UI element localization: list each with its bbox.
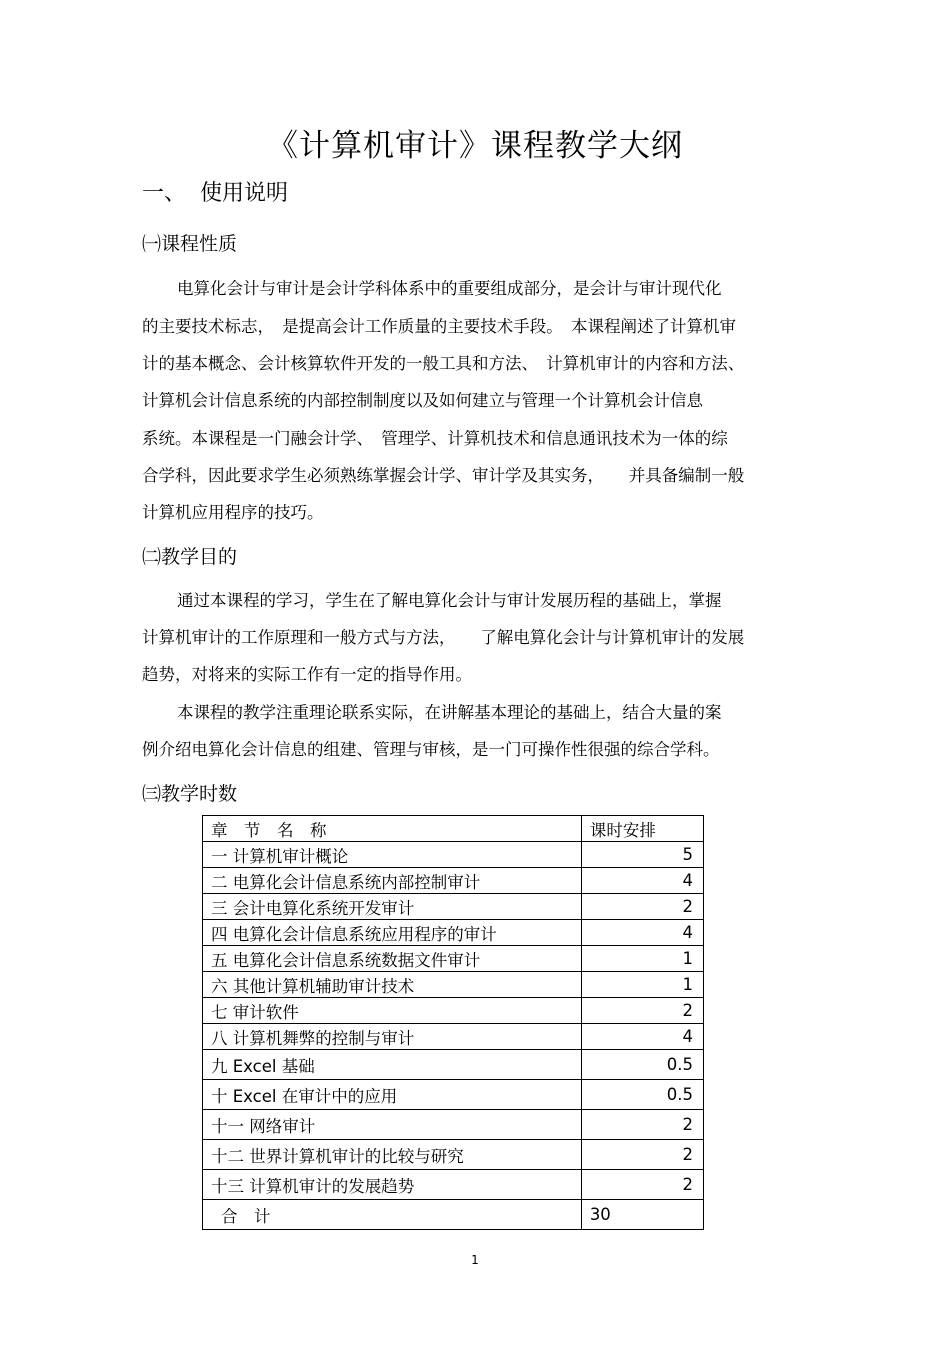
paragraph-line: 计的基本概念、会计核算软件开发的一般工具和方法、 计算机审计的内容和方法、 (142, 354, 745, 373)
subheading-teaching-hours: ㈢教学时数 (142, 783, 238, 805)
paragraph-line: 计算机审计的工作原理和一般方式与方法， 了解电算化会计与计算机审计的发展 (142, 628, 745, 647)
paragraph-line: 通过本课程的学习，学生在了解电算化会计与审计发展历程的基础上，掌握 (177, 591, 722, 610)
hours-cell: 1 (581, 972, 703, 998)
paragraph-line: 电算化会计与审计是会计学科体系中的重要组成部分，是会计与审计现代化 (177, 279, 722, 298)
table-row (203, 1050, 704, 1080)
table-row (203, 920, 704, 946)
section-number: 一、 (142, 181, 187, 206)
table-row (203, 998, 704, 1024)
chapter-cell: 八 计算机舞弊的控制与审计 (203, 1024, 582, 1050)
paragraph-line: 合学科，因此要求学生必须熟练掌握会计学、审计学及其实务， 并具备编制一般 (142, 466, 745, 485)
hours-cell: 0.5 (581, 1050, 703, 1080)
chapter-cell: 四 电算化会计信息系统应用程序的审计 (203, 920, 582, 946)
subheading-teaching-goal: ㈡教学目的 (142, 546, 238, 568)
document-title: 《计算机审计》课程教学大纲 (267, 128, 683, 164)
chapter-cell: 五 电算化会计信息系统数据文件审计 (203, 946, 582, 972)
hours-cell: 4 (581, 868, 703, 894)
table-row (203, 894, 704, 920)
section-title: 使用说明 (200, 181, 289, 206)
chapter-cell: 十三 计算机审计的发展趋势 (203, 1170, 582, 1200)
total-hours: 30 (581, 1200, 703, 1230)
table-row (203, 1024, 704, 1050)
hours-cell: 2 (581, 998, 703, 1024)
page-number: 1 (471, 1253, 479, 1267)
chapter-cell: 十二 世界计算机审计的比较与研究 (203, 1140, 582, 1170)
paragraph-line: 例介绍电算化会计信息的组建、管理与审核，是一门可操作性很强的综合学科。 (142, 740, 720, 759)
paragraph-line: 的主要技术标志， 是提高会计工作质量的主要技术手段。 本课程阐述了计算机审 (142, 317, 736, 336)
table-row (203, 946, 704, 972)
hours-cell: 2 (581, 1110, 703, 1140)
total-label: 合 计 (203, 1200, 582, 1230)
hours-cell: 2 (581, 1140, 703, 1170)
teaching-hours-table (202, 815, 704, 1230)
header-hours: 课时安排 (581, 816, 703, 842)
table-row (203, 1110, 704, 1140)
hours-cell: 2 (581, 1170, 703, 1200)
paragraph-line: 计算机应用程序的技巧。 (142, 503, 324, 522)
table-row (203, 868, 704, 894)
chapter-cell: 三 会计电算化系统开发审计 (203, 894, 582, 920)
hours-cell: 2 (581, 894, 703, 920)
table-row (203, 1080, 704, 1110)
paragraph-line: 计算机会计信息系统的内部控制制度以及如何建立与管理一个计算机会计信息 (142, 391, 703, 410)
hours-cell: 1 (581, 946, 703, 972)
chapter-cell: 十一 网络审计 (203, 1110, 582, 1140)
table-row (203, 842, 704, 868)
chapter-cell: 七 审计软件 (203, 998, 582, 1024)
paragraph-line: 系统。本课程是一门融会计学、 管理学、计算机技术和信息通讯技术为一体的综 (142, 429, 728, 448)
chapter-cell: 二 电算化会计信息系统内部控制审计 (203, 868, 582, 894)
table-row (203, 1170, 704, 1200)
hours-cell: 4 (581, 920, 703, 946)
table-row (203, 972, 704, 998)
paragraph-line: 本课程的教学注重理论联系实际，在讲解基本理论的基础上，结合大量的案 (177, 703, 722, 722)
hours-cell: 0.5 (581, 1080, 703, 1110)
subheading-course-nature: ㈠课程性质 (142, 233, 238, 255)
table-total-row (203, 1200, 704, 1230)
chapter-cell: 六 其他计算机辅助审计技术 (203, 972, 582, 998)
chapter-cell: 十 Excel 在审计中的应用 (203, 1080, 582, 1110)
table-header-row (203, 816, 704, 842)
header-chapter-name: 章 节 名 称 (203, 816, 582, 842)
hours-cell: 4 (581, 1024, 703, 1050)
chapter-cell: 一 计算机审计概论 (203, 842, 582, 868)
section-heading-usage (142, 176, 288, 207)
chapter-cell: 九 Excel 基础 (203, 1050, 582, 1080)
table-row (203, 1140, 704, 1170)
hours-cell: 5 (581, 842, 703, 868)
paragraph-line: 趋势，对将来的实际工作有一定的指导作用。 (142, 665, 472, 684)
